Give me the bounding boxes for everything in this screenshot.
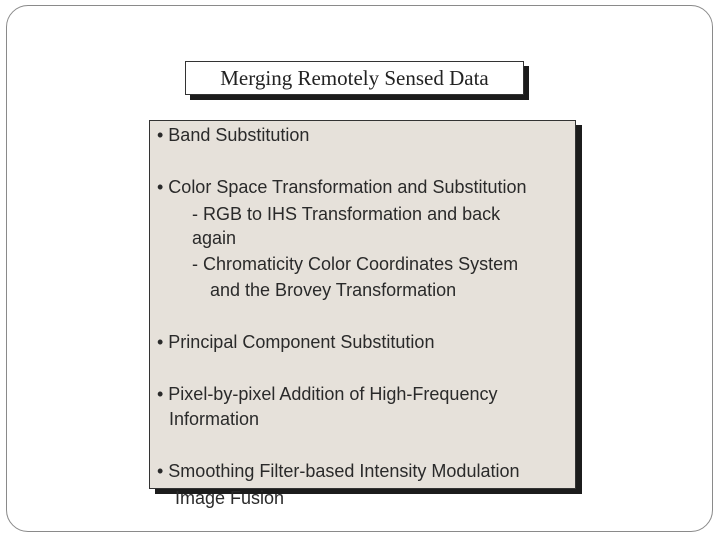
sub-item-rgb-ihs-cont: again: [192, 228, 237, 248]
bullet-pixel-addition: • Pixel-by-pixel Addition of High-Frequency: [157, 384, 498, 404]
title-box: [185, 61, 524, 95]
bullet-color-space-transformation: • Color Space Transformation and Substitution: [157, 177, 527, 197]
bullet-pixel-addition-cont: Information: [169, 409, 260, 429]
bullet-band-substitution: • Band Substitution: [157, 125, 310, 145]
bullet-smoothing-filter-cont: Image Fusion: [175, 488, 285, 508]
sub-item-chromaticity-cont: and the Brovey Transformation: [210, 280, 457, 300]
sub-item-chromaticity: - Chromaticity Color Coordinates System: [192, 254, 519, 274]
slide-title: Merging Remotely Sensed Data: [220, 65, 489, 90]
sub-item-rgb-ihs: - RGB to IHS Transformation and back: [192, 204, 501, 224]
bullet-smoothing-filter: • Smoothing Filter-based Intensity Modulation: [157, 461, 520, 481]
bullet-principal-component: • Principal Component Substitution: [157, 332, 435, 352]
